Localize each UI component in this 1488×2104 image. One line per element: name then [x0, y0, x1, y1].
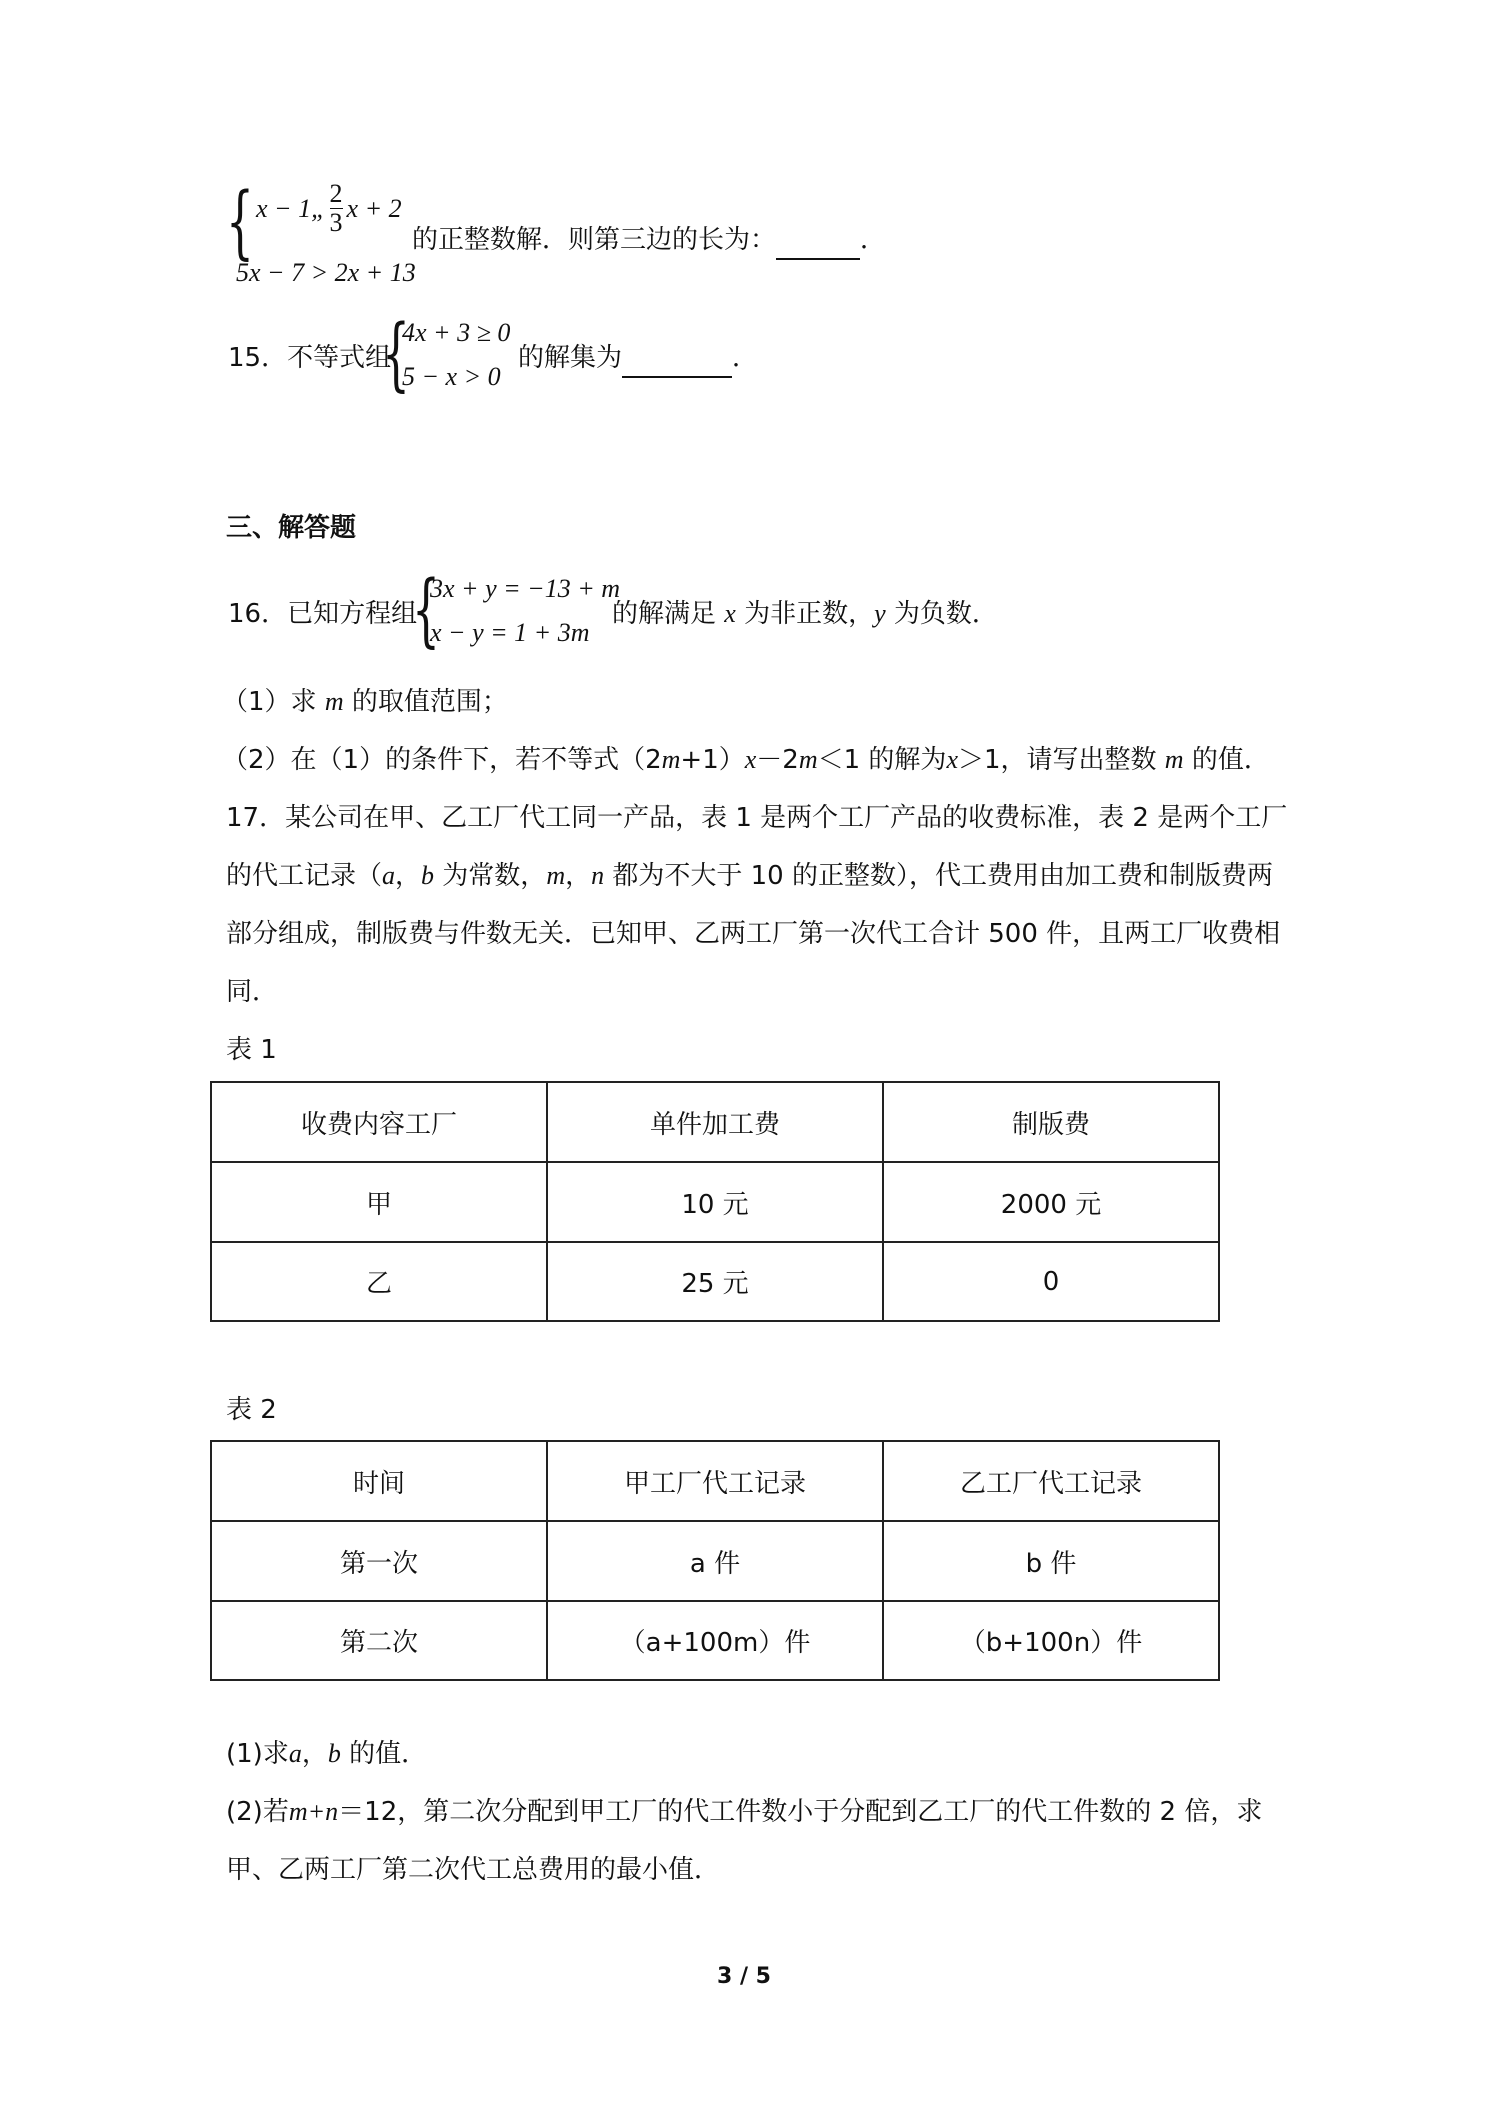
table-header-cell: 收费内容工厂: [211, 1082, 547, 1162]
var-a: a: [382, 861, 396, 890]
table2-caption: 表 2: [226, 1395, 277, 1425]
q17-part1: [226, 1736, 427, 1772]
table-header-cell: 甲工厂代工记录: [547, 1441, 883, 1521]
q17-line2-b: ，: [395, 861, 422, 891]
q16-part2-a: （2）在（1）的条件下，若不等式（2: [222, 745, 662, 775]
table-header-cell: 时间: [211, 1441, 547, 1521]
q17-line2-a: 的代工记录（: [226, 861, 383, 891]
q16-part2-d: ＜1 的解为: [817, 745, 947, 775]
var-b: b: [421, 861, 435, 890]
section-title: 三、解答题: [226, 513, 357, 543]
q17-line2-d: ，: [565, 861, 592, 891]
q16-part2-b: +1）: [680, 745, 745, 775]
answer-blank: [776, 222, 860, 260]
q16-part1-a: （1）求: [222, 687, 317, 717]
var-m: m: [546, 861, 566, 890]
var-a: a: [288, 1739, 302, 1768]
q14-frac-num: 2: [329, 179, 343, 208]
table-header-cell: 乙工厂代工记录: [883, 1441, 1219, 1521]
q16-part2-e: ＞1，请写出整数: [957, 745, 1157, 775]
q17-line3: 部分组成，制版费与件数无关．已知甲、乙两工厂第一次代工合计 500 件，且两工厂收费相: [226, 919, 1281, 949]
q14-fraction: [330, 180, 343, 237]
table-cell: （b+100n）件: [883, 1601, 1219, 1680]
table-header-cell: 单件加工费: [547, 1082, 883, 1162]
q15-text: [518, 340, 758, 378]
var-b: b: [327, 1739, 341, 1768]
left-brace: {: [412, 563, 440, 656]
q15-question-text: 的解集为: [518, 343, 623, 373]
var-x: x: [724, 599, 736, 628]
var-x: x: [946, 745, 958, 774]
table-cell: 0: [883, 1242, 1219, 1321]
var-x: x: [744, 745, 757, 774]
table-header-row: [211, 1441, 1219, 1521]
q16-part1-b: 的取值范围；: [351, 687, 508, 717]
var-m: m: [798, 745, 818, 774]
var-y: y: [874, 599, 886, 628]
q17-line1: 17．某公司在甲、乙工厂代工同一产品，表 1 是两个工厂产品的收费标准，表 2 是两个工厂: [226, 803, 1288, 833]
q17-part1-a: (1)求: [226, 1739, 289, 1769]
table-header-row: [211, 1082, 1219, 1162]
q15-line2: 5 − x > 0: [402, 362, 501, 391]
page-number: 3 / 5: [717, 1964, 771, 1989]
table-cell: 25 元: [547, 1242, 883, 1321]
var-m: m: [661, 745, 681, 774]
q16-part2: [222, 742, 1270, 778]
table-cell: b 件: [883, 1521, 1219, 1601]
q17-part2-b: ＝12，第二次分配到甲工厂的代工件数小于分配到乙工厂的代工件数的 2 倍，求: [338, 1797, 1263, 1827]
table-row: [211, 1521, 1219, 1601]
q17-part1-b: ，: [301, 1739, 328, 1769]
q14-end: ．: [860, 225, 887, 255]
q17-part2-line2: 甲、乙两工厂第二次代工总费用的最小值．: [226, 1855, 721, 1885]
q16-text-c: 为负数．: [893, 599, 998, 629]
var-m: m: [1164, 745, 1184, 774]
q15-line1: 4x + 3 ≥ 0: [402, 318, 511, 347]
q14-text: [412, 222, 886, 260]
q16-part1: [222, 684, 508, 720]
q14-frac-den: 3: [329, 208, 343, 237]
q14-line1-right: x + 2: [346, 193, 402, 223]
table-cell: 10 元: [547, 1162, 883, 1242]
q16-text: [612, 596, 998, 632]
table-cell: a 件: [547, 1521, 883, 1601]
q16-text-a: 的解满足: [612, 599, 717, 629]
q16-part2-c: －2: [756, 745, 799, 775]
left-brace: {: [226, 175, 254, 268]
table-cell: （a+100m）件: [547, 1601, 883, 1680]
q15-end: ．: [732, 343, 759, 373]
table-cell: 第二次: [211, 1601, 547, 1680]
q14-system-line1: [256, 180, 402, 237]
table-cell: 2000 元: [883, 1162, 1219, 1242]
q16-line1: 3x + y = −13 + m: [430, 574, 621, 603]
table-cell: 乙: [211, 1242, 547, 1321]
var-n: n: [591, 861, 605, 890]
q17-line2-e: 都为不大于 10 的正整数），代工费用由加工费和制版费两: [612, 861, 1273, 891]
q16-text-b: 为非正数，: [744, 599, 875, 629]
q15-number: 15．不等式组: [228, 343, 392, 373]
table1-caption: 表 1: [226, 1035, 277, 1065]
table-row: [211, 1162, 1219, 1242]
table-header-cell: 制版费: [883, 1082, 1219, 1162]
q14-system-line2: 5x − 7 > 2x + 13: [236, 258, 416, 287]
table-cell: 第一次: [211, 1521, 547, 1601]
answer-blank: [622, 340, 732, 378]
q17-line2: [226, 858, 1273, 894]
var-m: m: [324, 687, 344, 716]
q14-line1-left: x − 1„: [256, 193, 326, 223]
table-row: [211, 1601, 1219, 1680]
q17-line4: 同．: [226, 977, 279, 1007]
left-brace: {: [382, 307, 410, 400]
table-1: [210, 1081, 1220, 1322]
q17-part2-a: (2)若: [226, 1797, 289, 1827]
q14-question-text: 的正整数解．则第三边的长为：: [412, 225, 777, 255]
q16-part2-f: 的值．: [1191, 745, 1270, 775]
q16-number: 16．已知方程组: [228, 599, 418, 629]
table-cell: 甲: [211, 1162, 547, 1242]
table-2: [210, 1440, 1220, 1681]
q17-part2: [226, 1794, 1262, 1830]
expr-m-plus-n: m+n: [288, 1797, 339, 1826]
q17-part1-c: 的值．: [349, 1739, 428, 1769]
q17-line2-c: 为常数，: [442, 861, 547, 891]
table-row: [211, 1242, 1219, 1321]
q16-line2: x − y = 1 + 3m: [430, 618, 590, 647]
